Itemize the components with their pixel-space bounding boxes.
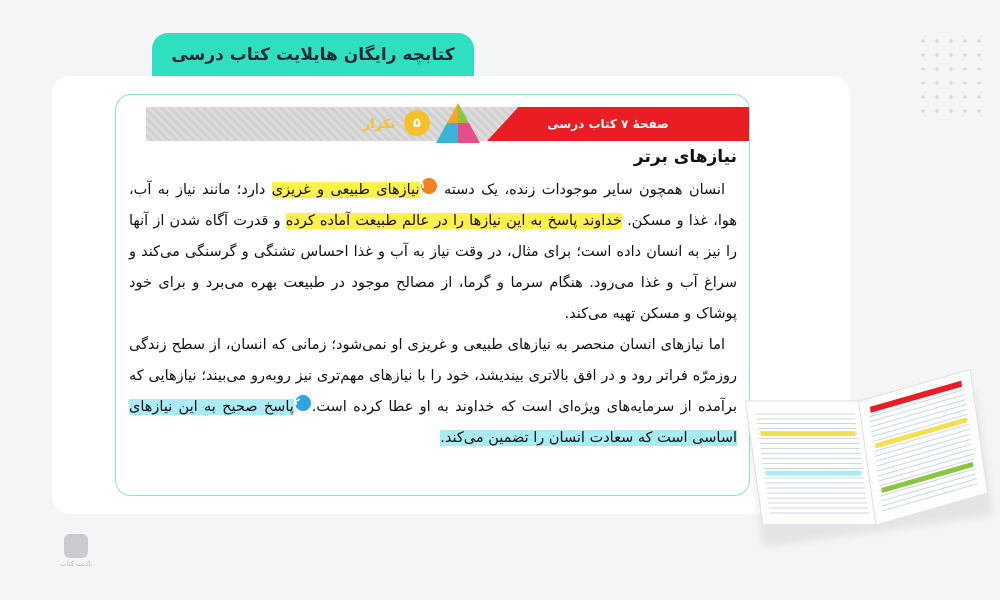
book-left-lines [755,409,869,516]
banner-page-label: صفحهٔ ۷ کتاب درسی [547,117,669,131]
book-highlight-stripe [760,431,856,436]
paragraph-1 [129,175,737,330]
dot-pattern [916,34,986,120]
textbook-page [115,94,750,496]
brand-logo-icon [64,534,88,558]
page-title [152,33,474,77]
book-left-page [745,400,880,525]
p1-text-3: و قدرت آگاه شدن از آنها را نیز به انسان داده است؛ برای مثال، در وقت نیاز به آب و غذا احساس تشنگی و گرسنگی می‌کند و سراغ آب و غذا می‌رود. هنگام سرما و گرما، از مصالح موجود در طبیعت بهره می‌برد و برای خود پوشاک و مسکن تهیه می‌کند. [129,213,737,322]
highlight-correct-answer: پاسخ صحیح به این نیازهای اساسی است که سعادت انسان را تضمین می‌کند. [129,399,737,446]
p2-text-1: اما نیازهای انسان منحصر به نیازهای طبیعی و غریزی او نمی‌شود؛ زمانی که انسان، از سطح زندگی روزمرّه فراتر رود و در افق بالاتری بیندیشد، خود را با نیازهای مهم‌تری نیز روبه‌رو می‌بیند؛ نیازهایی که برآمده از سرمایه‌های ویژه‌ای است که خداوند به او عطا کرده است. [129,337,737,415]
p1-text-1: انسان همچون سایر موجودات زنده، یک دسته [443,182,726,198]
brand-logo-text: بادنت کتاب [59,560,93,568]
p1-text-2: دارد؛ مانند نیاز به آب، هوا، غذا و مسکن. [129,182,737,229]
highlight-natural-needs: نیازهای طبیعی و غریزی [271,182,420,198]
paragraph-2 [129,330,737,454]
brand-logo [58,534,94,570]
section-heading: نیازهای برتر [633,147,737,167]
marker-2-icon: ۲ [295,395,311,411]
page-title-text: کتابچه رایگان هایلایت کتاب درسی [171,45,455,65]
body-text [129,175,737,454]
book-right-lines [868,380,978,514]
repeat-count-badge: ۵ [404,110,430,136]
open-book-illustration [744,376,992,539]
highlight-god-answer: خداوند پاسخ به این نیازها را در عالم طبیعت آماده کرده [285,213,622,229]
book-highlight-stripe [766,471,862,476]
repeat-label: تکرار [362,116,396,132]
marker-1-icon: ۱ [421,178,437,194]
